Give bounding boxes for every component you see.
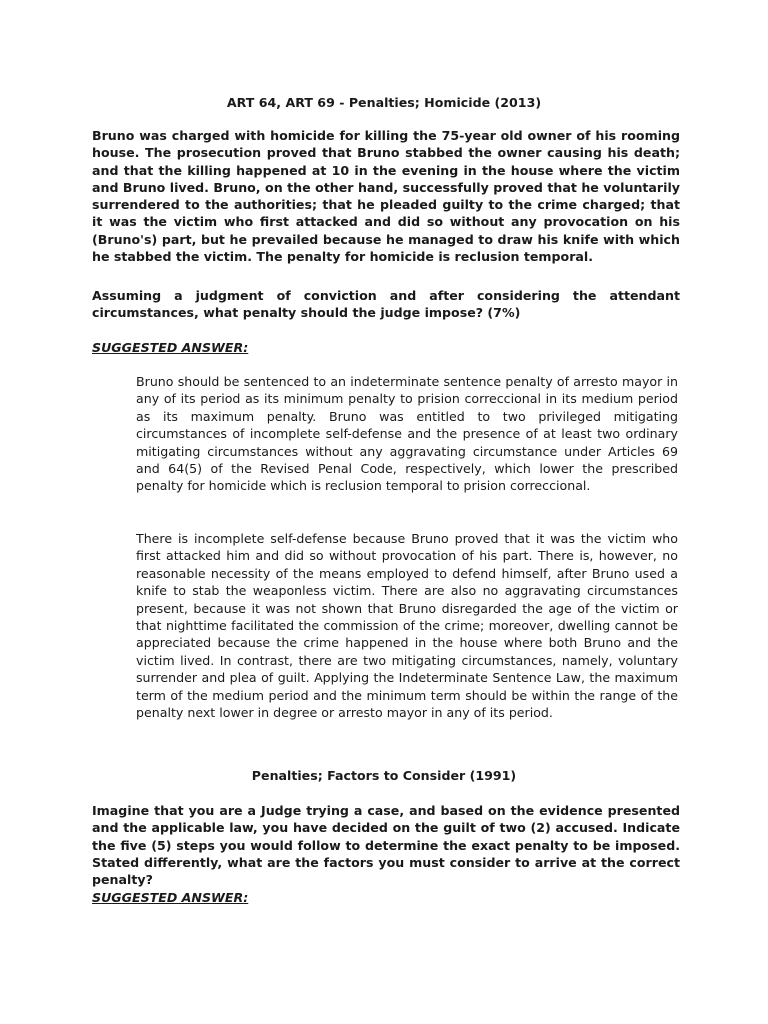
section-2-title: Penalties; Factors to Consider (1991) — [251, 768, 517, 783]
section-1-answer-label: SUGGESTED ANSWER: — [92, 340, 249, 355]
section-1-answer-paragraph-2: There is incomplete self-defense because Bruno proved that it was the victim who first attacked him and did so without provocation of his part. There is, however, no reasonable necessity of the means employed to defend himself, after Bruno used a knife to stab the weaponless victim. There are also no aggravating circumstances present, because it was not shown that Bruno disregarded the age of the victim or that nighttime facilitated the commission of the crime; moreover, dwelling cannot be appreciated because the crime happened in the house where both Bruno and the victim lived. In contrast, there are two mitigating circumstances, namely, voluntary surrender and plea of guilt. Applying the Indeterminate Sentence Law, the maximum term of the medium period and the minimum term should be within the range of the penalty next lower in degree or arresto mayor in any of its period. — [136, 531, 678, 721]
section-1-answer-paragraph-1: Bruno should be sentenced to an indeterminate sentence penalty of arresto mayor in any of its period as its minimum penalty to prision correccional in its medium period as its maximum penalty. Bruno was entitled to two privileged mitigating circumstances of incomplete self-defense and the presence of at least two ordinary mitigating circumstances without any aggravating circumstance under Articles 69 and 64(5) of the Revised Penal Code, respectively, which lower the prescribed penalty for homicide which is reclusion temporal to prision correccional. — [136, 374, 678, 494]
section-2-answer-label: SUGGESTED ANSWER: — [92, 890, 249, 905]
section-2-question: Imagine that you are a Judge trying a case, and based on the evidence presented and the applicable law, you have decided on the guilt of two (2) accused. Indicate the five (5) steps you would follow to determine the exact penalty to be imposed. Stated differently, what are the factors you must consider to arrive at the correct penalty? — [92, 803, 680, 888]
section-1-question: Bruno was charged with homicide for killing the 75-year old owner of his rooming house. The prosecution proved that Bruno stabbed the owner causing his death; and that the killing happened at 10 in the evening in the house where the victim and Bruno lived. Bruno, on the other hand, successfully proved that he voluntarily surrendered to the authorities; that he pleaded guilty to the crime charged; that it was the victim who first attacked and did so without any provocation on his (Bruno's) part, but he prevailed because he managed to draw his knife with which he stabbed the victim. The penalty for homicide is reclusion temporal. — [92, 128, 680, 265]
section-1-title: ART 64, ART 69 - Penalties; Homicide (2013) — [226, 95, 542, 110]
section-1-prompt: Assuming a judgment of conviction and after considering the attendant circumstances, what penalty should the judge impose? (7%) — [92, 288, 680, 321]
